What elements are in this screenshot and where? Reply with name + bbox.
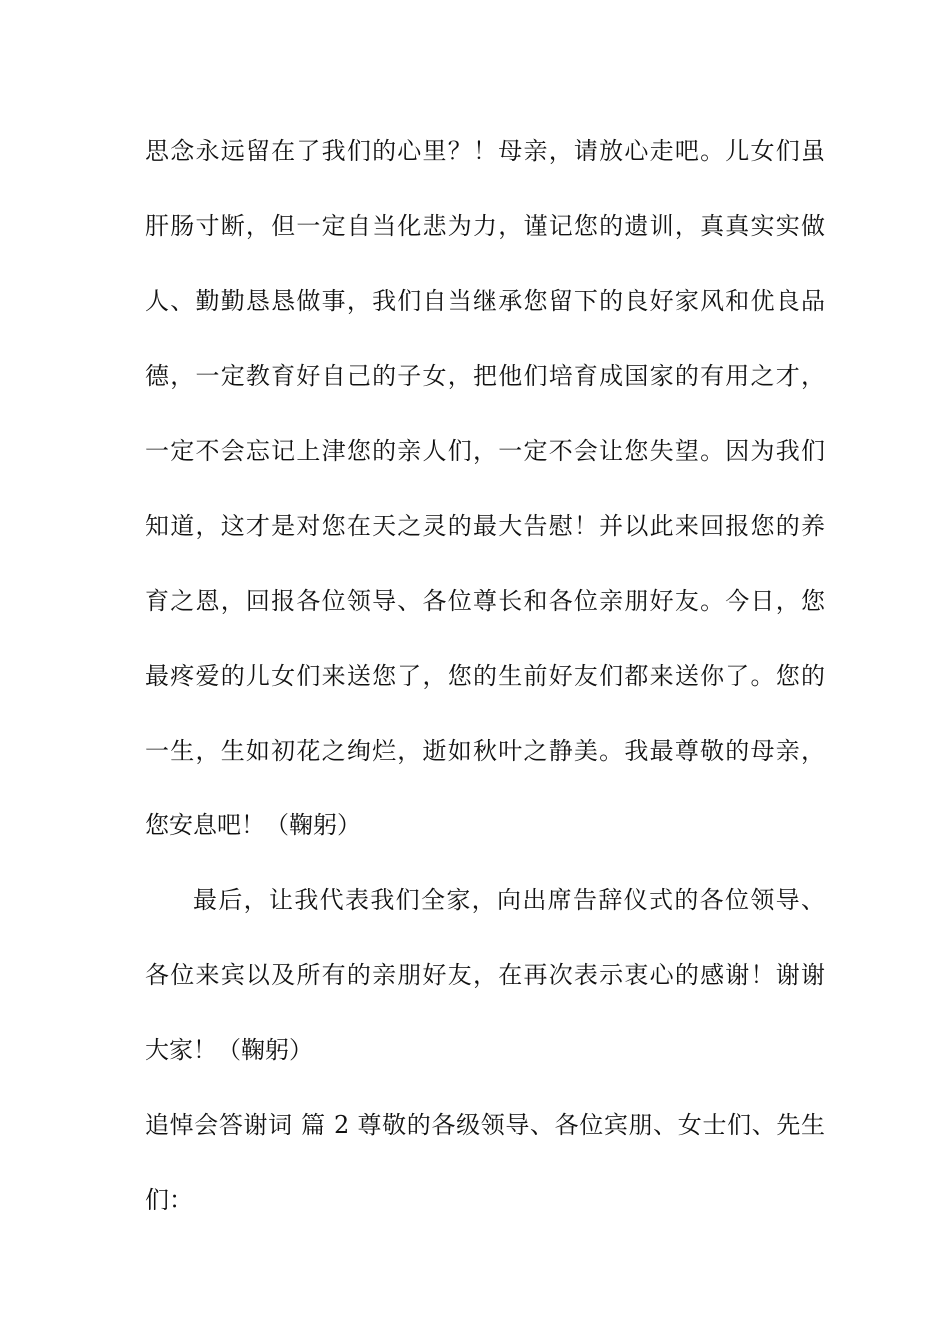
paragraph-2-line-2: 各位来宾以及所有的亲朋好友，在再次表示衷心的感谢！谢谢 [145, 961, 825, 989]
paragraph-1-line-7: 育之恩，回报各位领导、各位尊长和各位亲朋好友。今日，您 [145, 587, 825, 615]
paragraph-3-line-2: 们： [145, 1186, 193, 1214]
paragraph-2-line-1: 最后，让我代表我们全家，向出席告辞仪式的各位领导、 [193, 886, 825, 914]
paragraph-3-line-1: 追悼会答谢词 篇 2 尊敬的各级领导、各位宾朋、女士们、先生 [145, 1111, 825, 1139]
paragraph-1-line-4: 德，一定教育好自己的子女，把他们培育成国家的有用之才， [145, 362, 825, 390]
paragraph-1-line-1: 思念永远留在了我们的心里？！母亲，请放心走吧。儿女们虽 [145, 137, 825, 165]
paragraph-1-line-9: 一生，生如初花之绚烂，逝如秋叶之静美。我最尊敬的母亲， [145, 737, 825, 765]
paragraph-1-line-6: 知道，这才是对您在天之灵的最大告慰！并以此来回报您的养 [145, 512, 825, 540]
paragraph-1-line-2: 肝肠寸断，但一定自当化悲为力，谨记您的遗训，真真实实做 [145, 212, 825, 240]
paragraph-1-line-10: 您安息吧！（鞠躬） [145, 811, 361, 839]
paragraph-1-line-8: 最疼爱的儿女们来送您了，您的生前好友们都来送你了。您的 [145, 662, 825, 690]
paragraph-1-line-3: 人、勤勤恳恳做事，我们自当继承您留下的良好家风和优良品 [145, 287, 825, 315]
paragraph-2-line-3: 大家！（鞠躬） [145, 1036, 313, 1064]
paragraph-1-line-5: 一定不会忘记上津您的亲人们，一定不会让您失望。因为我们 [145, 437, 825, 465]
